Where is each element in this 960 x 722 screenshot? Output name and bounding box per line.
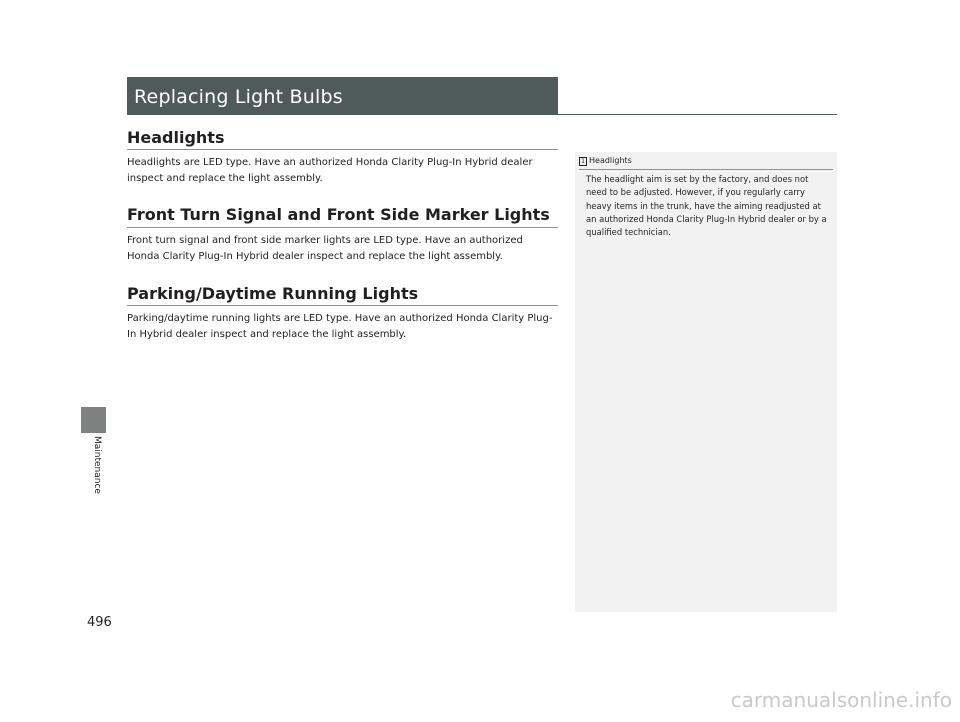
- side-note-body: The headlight aim is set by the factory, and does not need to be adjusted. However, if you regularly carry heavy items in the trunk, have the aiming readjusted at an authorized Honda Clarity Plug-In Hybrid dealer or by a qualified technician.: [586, 174, 827, 238]
- watermark: carmanualsonline.info: [730, 688, 952, 712]
- section-banner: [127, 77, 558, 115]
- side-note-title: Headlights: [589, 156, 632, 165]
- parking-heading: Parking/Daytime Running Lights: [127, 284, 419, 303]
- headlights-heading: Headlights: [127, 128, 225, 147]
- headlights-heading-rule: [127, 149, 558, 150]
- headlights-paragraph: Headlights are LED type. Have an authorized Honda Clarity Plug-In Hybrid dealer inspect and replace the light assembly.: [127, 157, 533, 184]
- side-note-rule: [579, 169, 833, 170]
- reference-icon: 1: [579, 157, 587, 166]
- turn-signal-heading: Front Turn Signal and Front Side Marker Lights: [127, 205, 550, 224]
- side-note: [575, 152, 837, 612]
- turn-signal-paragraph: Front turn signal and front side marker lights are LED type. Have an authorized Honda Clarity Plug-In Hybrid dealer inspect and replace the light assembly.: [127, 235, 523, 262]
- parking-paragraph: Parking/daytime running lights are LED type. Have an authorized Honda Clarity Plug-In Hybrid dealer inspect and replace the light assembly.: [127, 313, 553, 340]
- chapter-tab: [81, 407, 106, 433]
- page-number: 496: [87, 615, 112, 630]
- parking-heading-rule: [127, 305, 558, 306]
- section-title: Replacing Light Bulbs: [134, 86, 343, 108]
- turn-signal-heading-rule: [127, 227, 558, 228]
- chapter-label: Maintenance: [92, 436, 102, 494]
- banner-rule: [558, 114, 837, 115]
- side-note-heading: [579, 156, 632, 166]
